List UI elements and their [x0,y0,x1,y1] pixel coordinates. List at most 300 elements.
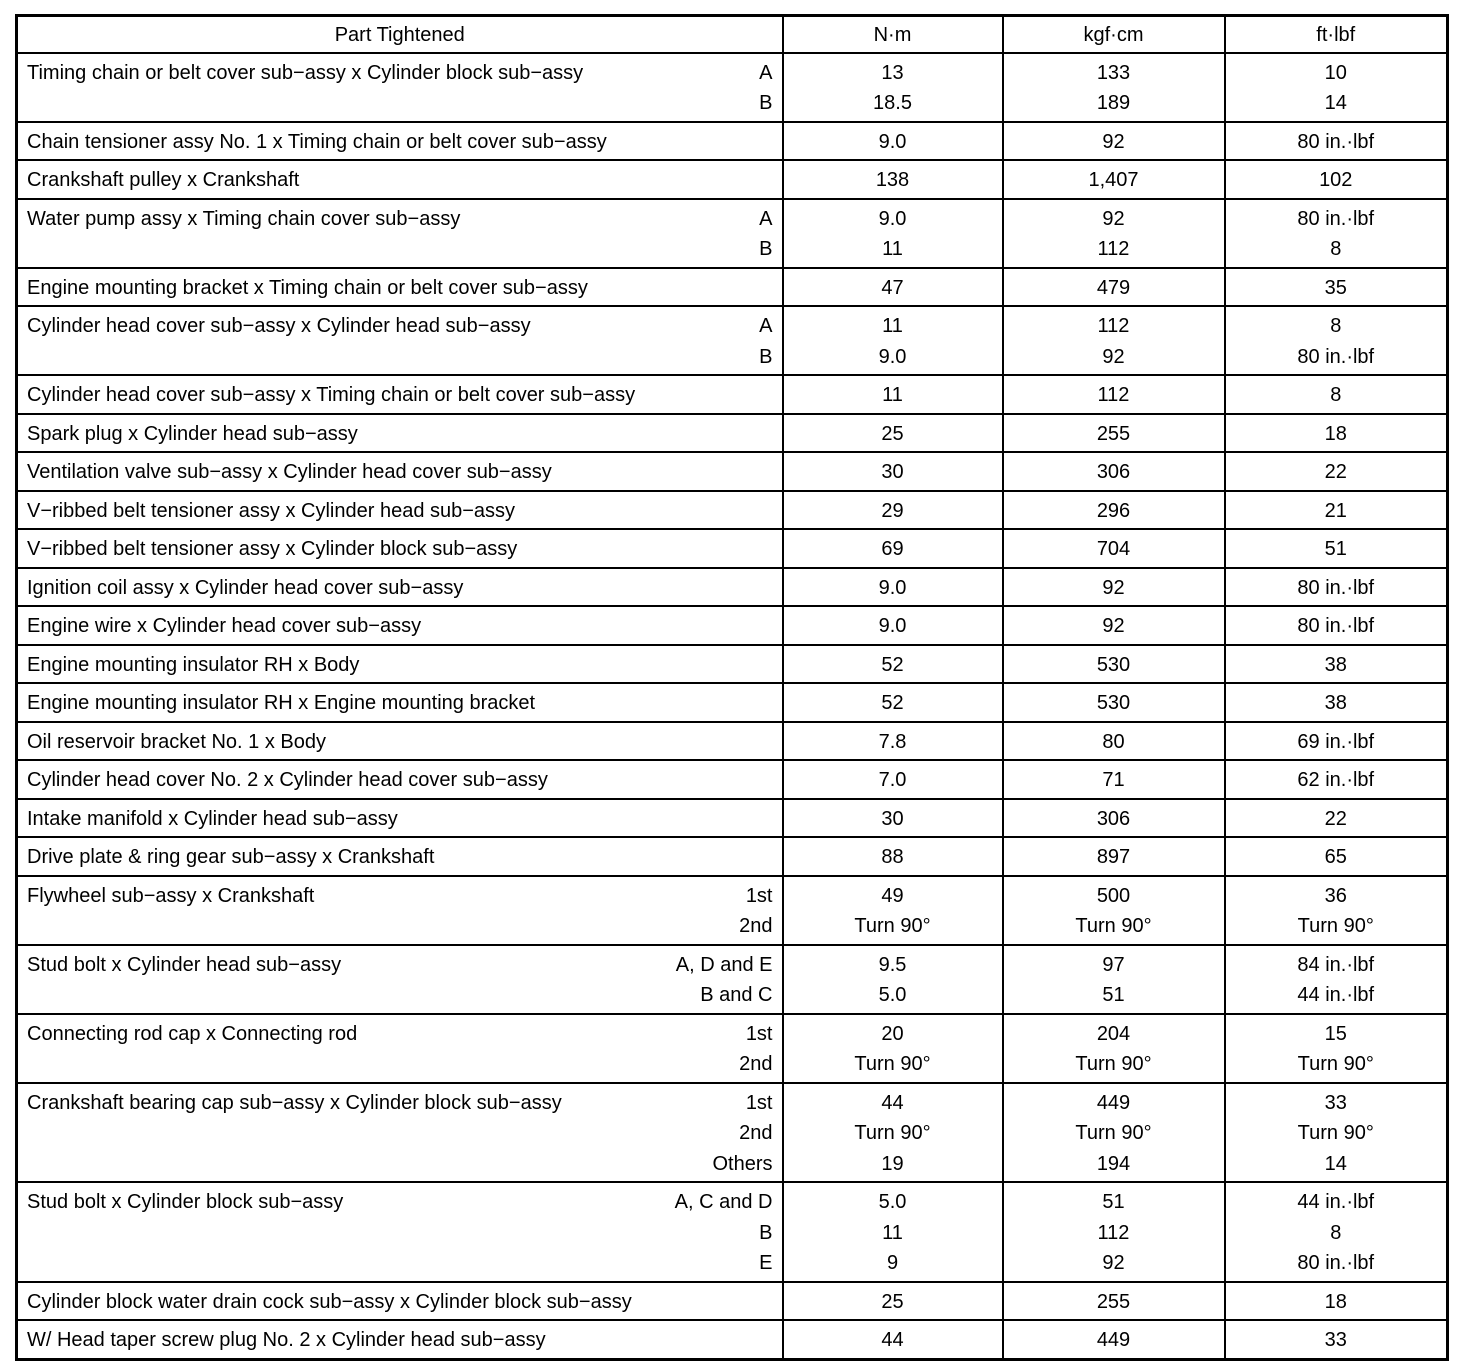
table-row [17,683,1448,722]
part-name: Stud bolt x Cylinder head sub−assy [27,953,342,976]
ft-lbf-cell [1225,568,1448,607]
ft-lbf-cell [1225,1014,1448,1083]
part-cell [17,799,783,838]
kgf-cm-cell [1003,199,1225,268]
step-label: 1st [745,1022,773,1045]
nm-value: 52 [881,653,904,676]
kgf-cm-value: 296 [1096,499,1131,522]
nm-value: 11 [882,315,903,337]
part-name: Spark plug x Cylinder head sub−assy [27,422,358,445]
kgf-cm-cell [1003,375,1225,414]
nm-value: 9.0 [878,130,907,153]
table-header [17,16,1448,53]
ft-lbf-value: 14 [1324,1152,1347,1175]
nm-cell [783,606,1003,645]
table-body [17,53,1448,1360]
nm-value: 49 [881,884,904,907]
step-label: 1st [745,1091,773,1114]
step-label: A [759,315,773,337]
ft-lbf-value: 84 in.·lbf [1297,953,1375,976]
kgf-cm-value: Turn 90° [1075,915,1152,937]
nm-value: 25 [881,422,904,445]
nm-value: 9.5 [878,953,907,976]
kgf-cm-value: 500 [1096,884,1131,907]
kgf-cm-value: 92 [1102,345,1125,368]
part-cell [17,1320,783,1359]
nm-value: 9 [886,1252,899,1274]
part-cell-content [27,727,773,758]
ft-lbf-value: 80 in.·lbf [1297,345,1375,368]
kgf-cm-value: 112 [1097,315,1130,337]
ft-lbf-cell [1225,306,1448,375]
part-cell-content [27,457,773,488]
kgf-cm-value: 80 [1102,730,1125,753]
nm-cell [783,1282,1003,1321]
ft-lbf-value: 80 in.·lbf [1297,130,1375,153]
header-kgf-cm: kgf·cm [1003,16,1225,53]
ft-lbf-cell [1225,268,1448,307]
nm-value: 52 [881,692,904,714]
part-name: Engine mounting insulator RH x Engine mounting bracket [27,692,536,714]
kgf-cm-cell [1003,1014,1225,1083]
ft-lbf-value: 18 [1324,422,1347,445]
nm-value: Turn 90° [854,915,931,937]
kgf-cm-cell [1003,837,1225,876]
nm-value: 11 [882,1221,903,1244]
ft-lbf-cell [1225,452,1448,491]
table-row [17,1014,1448,1083]
ft-lbf-value: 35 [1324,276,1347,299]
table-row [17,53,1448,122]
part-cell [17,529,783,568]
part-cell-content [27,273,773,304]
part-name: Drive plate & ring gear sub−assy x Crankshaft [27,846,435,868]
ft-lbf-cell [1225,414,1448,453]
nm-value: 11 [882,238,903,260]
kgf-cm-value: 479 [1096,276,1131,299]
table-row [17,876,1448,945]
kgf-cm-cell [1003,799,1225,838]
part-name: Intake manifold x Cylinder head sub−assy [27,807,398,830]
part-cell [17,268,783,307]
kgf-cm-cell [1003,945,1225,1014]
kgf-cm-value: 255 [1096,1290,1131,1313]
step-labels [666,950,773,1011]
ft-lbf-cell [1225,53,1448,122]
part-name: Cylinder head cover sub−assy x Timing chain or belt cover sub−assy [27,384,636,406]
ft-lbf-value: 10 [1324,61,1347,84]
kgf-cm-cell [1003,760,1225,799]
part-cell [17,837,783,876]
kgf-cm-cell [1003,122,1225,161]
nm-cell [783,199,1003,268]
part-name: Timing chain or belt cover sub−assy x Cylinder block sub−assy [27,61,584,84]
table-row [17,160,1448,199]
part-cell [17,491,783,530]
ft-lbf-value: 33 [1324,1091,1347,1114]
table-row [17,837,1448,876]
kgf-cm-cell [1003,645,1225,684]
kgf-cm-cell [1003,1083,1225,1183]
kgf-cm-value: Turn 90° [1075,1053,1152,1075]
ft-lbf-value: 44 in.·lbf [1297,1191,1375,1213]
kgf-cm-cell [1003,268,1225,307]
nm-value: 9.0 [878,345,907,368]
nm-value: 7.0 [878,769,907,791]
part-name: W/ Head taper screw plug No. 2 x Cylinder head sub−assy [27,1329,546,1351]
ft-lbf-value: Turn 90° [1297,915,1374,937]
nm-cell [783,529,1003,568]
ft-lbf-cell [1225,722,1448,761]
ft-lbf-cell [1225,645,1448,684]
nm-cell [783,837,1003,876]
part-cell-content [27,881,773,942]
kgf-cm-cell [1003,876,1225,945]
nm-cell [783,1083,1003,1183]
nm-value: 69 [881,538,904,560]
kgf-cm-value: 204 [1096,1022,1131,1045]
kgf-cm-cell [1003,529,1225,568]
ft-lbf-cell [1225,375,1448,414]
kgf-cm-value: Turn 90° [1075,1122,1152,1144]
ft-lbf-cell [1225,837,1448,876]
ft-lbf-value: 21 [1324,499,1347,522]
part-cell-content [27,688,773,719]
table-row [17,122,1448,161]
ft-lbf-value: 38 [1324,653,1347,676]
ft-lbf-cell [1225,491,1448,530]
ft-lbf-value: 33 [1324,1329,1347,1351]
part-cell [17,876,783,945]
ft-lbf-cell [1225,1320,1448,1359]
kgf-cm-value: 92 [1102,1252,1125,1274]
nm-cell [783,722,1003,761]
part-cell-content [27,496,773,527]
kgf-cm-value: 194 [1096,1152,1131,1175]
part-cell-content [27,1325,773,1356]
part-cell [17,1083,783,1183]
part-name: Water pump assy x Timing chain cover sub−assy [27,207,461,230]
nm-cell [783,452,1003,491]
part-cell-content [27,534,773,565]
nm-value: 9.0 [878,576,907,599]
part-name: Cylinder head cover sub−assy x Cylinder head sub−assy [27,315,531,337]
ft-lbf-value: 22 [1324,461,1347,483]
part-cell-content [27,573,773,604]
nm-value: 88 [881,846,904,868]
kgf-cm-value: 1,407 [1088,169,1139,191]
part-cell [17,452,783,491]
part-cell-content [27,311,773,372]
part-cell-content [27,419,773,450]
ft-lbf-value: 8 [1330,384,1342,406]
nm-value: 5.0 [878,984,907,1006]
part-name: Stud bolt x Cylinder block sub−assy [27,1191,344,1213]
step-labels [729,881,772,942]
part-cell-content [27,127,773,158]
table-row [17,1182,1448,1282]
ft-lbf-cell [1225,606,1448,645]
nm-value: 44 [881,1329,904,1351]
part-cell [17,1182,783,1282]
kgf-cm-value: 112 [1097,1221,1130,1244]
nm-value: 7.8 [878,730,907,753]
part-cell [17,722,783,761]
nm-cell [783,1182,1003,1282]
nm-cell [783,53,1003,122]
step-labels [749,204,772,265]
ft-lbf-value: 65 [1324,846,1347,868]
step-label: Others [712,1152,773,1175]
part-name: Ventilation valve sub−assy x Cylinder head cover sub−assy [27,461,552,483]
kgf-cm-value: 530 [1096,692,1131,714]
ft-lbf-cell [1225,199,1448,268]
ft-lbf-cell [1225,760,1448,799]
kgf-cm-value: 112 [1097,384,1130,406]
table-row [17,268,1448,307]
table-row [17,606,1448,645]
kgf-cm-value: 704 [1096,538,1131,560]
ft-lbf-value: 15 [1324,1022,1347,1045]
header-row [17,16,1448,53]
ft-lbf-value: 69 in.·lbf [1297,730,1375,753]
table-row [17,722,1448,761]
part-cell [17,375,783,414]
ft-lbf-value: 22 [1324,807,1347,830]
kgf-cm-value: 133 [1096,61,1131,84]
ft-lbf-cell [1225,160,1448,199]
nm-value: 9.0 [878,207,907,230]
nm-value: Turn 90° [854,1122,931,1144]
kgf-cm-cell [1003,1182,1225,1282]
kgf-cm-value: 530 [1096,653,1131,676]
part-cell-content [27,204,773,265]
ft-lbf-value: 14 [1324,92,1347,114]
kgf-cm-cell [1003,491,1225,530]
step-label: E [759,1252,773,1274]
kgf-cm-cell [1003,306,1225,375]
nm-cell [783,645,1003,684]
kgf-cm-cell [1003,683,1225,722]
nm-cell [783,122,1003,161]
torque-spec-table [15,14,1449,1361]
table-row [17,529,1448,568]
nm-value: 30 [881,807,904,830]
step-labels [749,58,772,119]
part-cell [17,122,783,161]
table-row [17,306,1448,375]
ft-lbf-cell [1225,1282,1448,1321]
nm-cell [783,760,1003,799]
nm-value: 19 [881,1152,904,1175]
part-cell [17,645,783,684]
nm-cell [783,876,1003,945]
part-cell [17,945,783,1014]
header-nm: N·m [783,16,1003,53]
kgf-cm-value: 71 [1102,769,1125,791]
part-cell-content [27,380,773,411]
part-name: V−ribbed belt tensioner assy x Cylinder head sub−assy [27,499,516,522]
nm-cell [783,268,1003,307]
kgf-cm-value: 51 [1102,984,1125,1006]
part-cell [17,760,783,799]
part-cell-content [27,765,773,796]
nm-cell [783,375,1003,414]
kgf-cm-cell [1003,414,1225,453]
part-name: Engine wire x Cylinder head cover sub−assy [27,615,422,637]
step-label: 1st [745,884,773,907]
kgf-cm-value: 92 [1102,576,1125,599]
step-labels [749,311,772,372]
part-name: Cylinder head cover No. 2 x Cylinder head cover sub−assy [27,769,548,791]
torque-spec-table-container [15,14,1449,1361]
part-cell-content [27,804,773,835]
step-label: B and C [700,984,773,1006]
nm-value: 25 [881,1290,904,1313]
step-labels [729,1019,772,1080]
nm-value: 5.0 [878,1191,907,1213]
step-label: A [759,207,773,230]
ft-lbf-value: 80 in.·lbf [1297,615,1375,637]
kgf-cm-value: 449 [1096,1329,1131,1351]
table-row [17,1320,1448,1359]
ft-lbf-value: 80 in.·lbf [1297,1252,1375,1274]
ft-lbf-cell [1225,1083,1448,1183]
header-part-tightened: Part Tightened [17,16,783,53]
kgf-cm-value: 189 [1096,92,1131,114]
step-label: A, D and E [675,953,773,976]
kgf-cm-value: 92 [1102,130,1125,153]
step-label: B [759,345,773,368]
table-row [17,945,1448,1014]
kgf-cm-value: 92 [1102,615,1125,637]
nm-cell [783,683,1003,722]
table-row [17,375,1448,414]
part-name: Engine mounting bracket x Timing chain or belt cover sub−assy [27,276,588,299]
nm-value: 29 [881,499,904,522]
kgf-cm-cell [1003,53,1225,122]
ft-lbf-cell [1225,799,1448,838]
table-row [17,414,1448,453]
ft-lbf-value: Turn 90° [1297,1122,1374,1144]
header-ft-lbf: ft·lbf [1225,16,1448,53]
nm-value: 20 [881,1022,904,1045]
kgf-cm-cell [1003,1320,1225,1359]
part-cell-content [27,611,773,642]
table-row [17,799,1448,838]
part-name: Cylinder block water drain cock sub−assy x Cylinder block sub−assy [27,1290,632,1313]
ft-lbf-value: 8 [1330,1221,1342,1244]
part-name: Connecting rod cap x Connecting rod [27,1022,358,1045]
part-cell [17,199,783,268]
part-cell [17,568,783,607]
nm-cell [783,160,1003,199]
kgf-cm-value: 306 [1096,461,1131,483]
step-label: A [759,61,773,84]
part-cell-content [27,1187,773,1279]
table-row [17,645,1448,684]
ft-lbf-cell [1225,945,1448,1014]
step-label: 2nd [739,1122,773,1144]
ft-lbf-value: 62 in.·lbf [1297,769,1375,791]
ft-lbf-cell [1225,122,1448,161]
step-label: B [759,238,773,260]
ft-lbf-value: 102 [1319,169,1353,191]
table-row [17,760,1448,799]
ft-lbf-value: 44 in.·lbf [1297,984,1375,1006]
nm-value: 11 [882,384,903,406]
part-cell [17,53,783,122]
table-row [17,1083,1448,1183]
step-labels [665,1187,773,1279]
part-cell-content [27,950,773,1011]
kgf-cm-cell [1003,160,1225,199]
nm-value: 138 [875,169,910,191]
kgf-cm-value: 97 [1102,953,1125,976]
nm-cell [783,491,1003,530]
part-name: Ignition coil assy x Cylinder head cover sub−assy [27,576,464,599]
step-label: B [759,92,773,114]
step-label: A, C and D [674,1191,773,1213]
kgf-cm-value: 449 [1096,1091,1131,1114]
part-name: Flywheel sub−assy x Crankshaft [27,884,315,907]
part-cell [17,306,783,375]
part-cell [17,160,783,199]
ft-lbf-value: 18 [1324,1290,1347,1313]
step-label: B [759,1221,773,1244]
part-name: Chain tensioner assy No. 1 x Timing chain or belt cover sub−assy [27,130,607,153]
ft-lbf-cell [1225,1182,1448,1282]
nm-value: 44 [881,1091,904,1114]
part-cell-content [27,650,773,681]
nm-value: 30 [881,461,904,483]
kgf-cm-cell [1003,722,1225,761]
ft-lbf-value: 36 [1324,884,1347,907]
step-labels [702,1088,772,1180]
nm-value: 18.5 [873,92,912,114]
part-name: Crankshaft bearing cap sub−assy x Cylinder block sub−assy [27,1091,562,1114]
kgf-cm-cell [1003,452,1225,491]
part-cell [17,414,783,453]
ft-lbf-cell [1225,529,1448,568]
nm-value: 47 [881,276,904,299]
step-label: 2nd [739,915,773,937]
table-row [17,199,1448,268]
part-cell-content [27,58,773,119]
kgf-cm-value: 255 [1096,422,1131,445]
step-label: 2nd [739,1053,773,1075]
kgf-cm-cell [1003,1282,1225,1321]
table-row [17,491,1448,530]
ft-lbf-value: 38 [1324,692,1347,714]
nm-value: 9.0 [878,615,907,637]
ft-lbf-cell [1225,683,1448,722]
part-name: Engine mounting insulator RH x Body [27,653,360,676]
part-name: V−ribbed belt tensioner assy x Cylinder block sub−assy [27,538,518,560]
part-name: Crankshaft pulley x Crankshaft [27,169,300,191]
kgf-cm-value: 51 [1102,1191,1125,1213]
nm-cell [783,306,1003,375]
part-cell-content [27,165,773,196]
nm-cell [783,1320,1003,1359]
kgf-cm-value: 112 [1097,238,1130,260]
kgf-cm-cell [1003,568,1225,607]
ft-lbf-value: 8 [1330,315,1342,337]
kgf-cm-value: 306 [1096,807,1131,830]
nm-cell [783,1014,1003,1083]
nm-cell [783,568,1003,607]
table-row [17,452,1448,491]
